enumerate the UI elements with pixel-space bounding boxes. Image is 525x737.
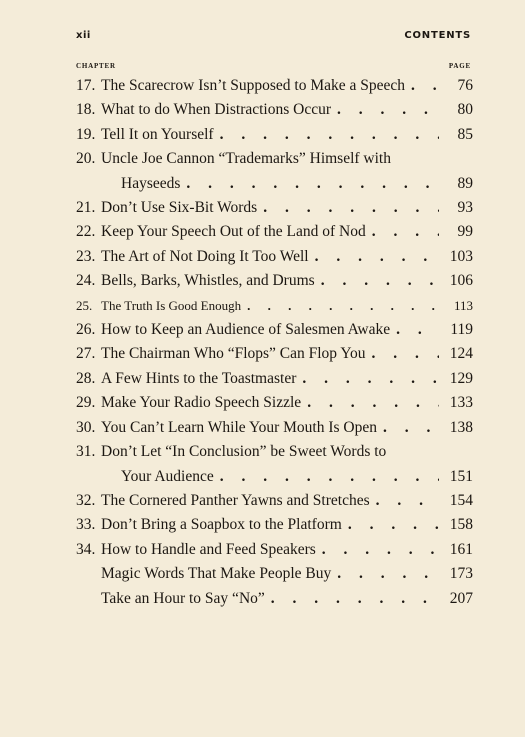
chapter-number: 18. xyxy=(76,101,96,119)
toc-entry-line xyxy=(76,538,473,562)
toc-entry-line xyxy=(76,245,473,269)
dot-leader xyxy=(214,123,439,147)
chapter-page-number: 76 xyxy=(457,77,473,94)
dot-leader xyxy=(315,269,439,293)
chapter-page-number: 113 xyxy=(453,297,473,313)
chapter-number: 27. xyxy=(76,345,96,363)
dot-leader xyxy=(257,196,439,220)
chapter-title: Magic Words That Make People Buy xyxy=(101,565,332,583)
toc-entry-line xyxy=(76,196,473,220)
chapter-title: A Few Hints to the Toastmaster xyxy=(101,369,297,387)
chapter-title: Don’t Bring a Soapbox to the Platform xyxy=(101,516,342,534)
chapter-page-number: 133 xyxy=(449,394,473,412)
chapter-page-number: 124 xyxy=(449,345,473,363)
table-of-contents xyxy=(76,74,473,611)
chapter-title: Bells, Barks, Whistles, and Drums xyxy=(101,272,315,290)
toc-entry-line xyxy=(76,342,473,366)
dot-leader xyxy=(366,220,439,244)
toc-entry xyxy=(76,98,473,122)
toc-entry-line xyxy=(76,172,473,196)
chapter-title-continuation: Hayseeds xyxy=(121,174,181,192)
chapter-number: 20. xyxy=(76,150,96,168)
toc-entry-line xyxy=(76,367,473,391)
dot-leader xyxy=(377,416,439,440)
toc-entry-line xyxy=(76,220,473,244)
chapter-number: 29. xyxy=(76,394,96,412)
chapter-title: Don’t Let “In Conclusion” be Sweet Words to xyxy=(101,443,387,461)
chapter-title: The Scarecrow Isn’t Supposed to Make a Speech xyxy=(101,77,406,94)
chapter-title: Take an Hour to Say “No” xyxy=(101,589,265,607)
chapter-page-number: 161 xyxy=(449,540,473,558)
chapter-title: Keep Your Speech Out of the Land of Nod xyxy=(101,223,366,241)
toc-entry-line xyxy=(76,587,473,611)
running-header xyxy=(76,30,471,41)
chapter-page-number: 173 xyxy=(449,565,473,583)
dot-leader xyxy=(366,342,440,366)
chapter-page-number: 129 xyxy=(449,369,473,387)
toc-entry xyxy=(76,147,473,196)
chapter-page-number: 103 xyxy=(449,247,473,265)
toc-entry-line xyxy=(76,98,473,122)
dot-leader xyxy=(331,562,439,586)
toc-entry xyxy=(76,123,473,147)
chapter-title: The Art of Not Doing It Too Well xyxy=(101,247,309,265)
toc-entry xyxy=(76,342,473,366)
dot-leader xyxy=(301,391,439,415)
chapter-page-number: 80 xyxy=(457,101,473,119)
chapter-page-number: 89 xyxy=(457,174,473,192)
chapter-page-number: 99 xyxy=(457,223,473,241)
dot-leader xyxy=(241,294,439,318)
chapter-column-heading: CHAPTER xyxy=(76,62,116,70)
toc-entry-line xyxy=(76,513,473,537)
chapter-title: The Truth Is Good Enough xyxy=(101,297,242,313)
chapter-number: 22. xyxy=(76,223,96,241)
toc-entry-line xyxy=(76,489,473,513)
chapter-number: 26. xyxy=(76,321,96,339)
page-number: xii xyxy=(76,30,91,41)
toc-entry-line xyxy=(76,123,473,147)
toc-entry xyxy=(76,391,473,415)
toc-entry-line xyxy=(76,74,473,98)
chapter-page-number: 158 xyxy=(449,516,473,534)
chapter-page-number: 93 xyxy=(457,199,473,217)
chapter-number: 33. xyxy=(76,516,96,534)
chapter-page-number: 207 xyxy=(449,589,473,607)
toc-entry xyxy=(76,245,473,269)
toc-entry xyxy=(76,269,473,293)
dot-leader xyxy=(331,98,439,122)
toc-entry-line xyxy=(76,440,473,464)
toc-entry-line xyxy=(76,465,473,489)
chapter-number: 25. xyxy=(76,297,93,313)
toc-entry xyxy=(76,196,473,220)
chapter-number: 32. xyxy=(76,491,96,509)
chapter-number: 19. xyxy=(76,125,96,143)
toc-entry xyxy=(76,294,473,318)
chapter-number: 21. xyxy=(76,199,96,217)
chapter-number: 30. xyxy=(76,418,96,436)
page-column-heading: PAGE xyxy=(448,62,471,70)
dot-leader xyxy=(316,538,439,562)
dot-leader xyxy=(180,172,439,196)
chapter-page-number: 151 xyxy=(449,467,473,485)
toc-entry-line xyxy=(76,391,473,415)
chapter-number: 23. xyxy=(76,247,96,265)
toc-entry-line xyxy=(76,318,473,342)
toc-entry xyxy=(76,587,473,611)
chapter-title: Make Your Radio Speech Sizzle xyxy=(101,394,302,412)
chapter-title: The Cornered Panther Yawns and Stretches xyxy=(101,491,370,509)
chapter-number: 34. xyxy=(76,540,96,558)
chapter-title: Uncle Joe Cannon “Trademarks” Himself with xyxy=(101,150,391,168)
chapter-number: 24. xyxy=(76,272,96,290)
toc-entry-line xyxy=(76,147,473,171)
dot-leader xyxy=(405,74,439,98)
toc-entry xyxy=(76,489,473,513)
page-title: CONTENTS xyxy=(404,30,471,41)
dot-leader xyxy=(309,245,439,269)
toc-entry xyxy=(76,416,473,440)
chapter-title: The Chairman Who “Flops” Can Flop You xyxy=(101,345,366,363)
toc-entry xyxy=(76,74,473,98)
dot-leader xyxy=(214,465,439,489)
toc-entry xyxy=(76,440,473,489)
chapter-title: How to Handle and Feed Speakers xyxy=(101,540,316,558)
toc-entry-line xyxy=(76,562,473,586)
dot-leader xyxy=(370,489,439,513)
toc-entry-line xyxy=(76,269,473,293)
toc-entry xyxy=(76,318,473,342)
chapter-page-number: 85 xyxy=(457,125,473,143)
chapter-title: You Can’t Learn While Your Mouth Is Open xyxy=(101,418,377,436)
chapter-number: 31. xyxy=(76,443,96,461)
chapter-title: How to Keep an Audience of Salesmen Awake xyxy=(101,321,391,339)
dot-leader xyxy=(342,513,439,537)
toc-entry xyxy=(76,513,473,537)
chapter-title: Tell It on Yourself xyxy=(101,125,214,143)
chapter-number: 28. xyxy=(76,369,96,387)
dot-leader xyxy=(390,318,439,342)
toc-entry-line xyxy=(76,294,473,318)
chapter-title: Don’t Use Six-Bit Words xyxy=(101,199,258,217)
chapter-title: What to do When Distractions Occur xyxy=(101,101,331,119)
toc-entry xyxy=(76,538,473,562)
dot-leader xyxy=(296,367,439,391)
chapter-page-number: 138 xyxy=(449,418,473,436)
toc-entry xyxy=(76,562,473,586)
toc-entry xyxy=(76,220,473,244)
chapter-page-number: 119 xyxy=(450,321,473,339)
toc-entry xyxy=(76,367,473,391)
chapter-number: 17. xyxy=(76,77,96,94)
column-headings xyxy=(76,62,471,70)
chapter-title-continuation: Your Audience xyxy=(121,467,214,485)
toc-entry-line xyxy=(76,416,473,440)
chapter-page-number: 106 xyxy=(449,272,473,290)
chapter-page-number: 154 xyxy=(449,491,473,509)
dot-leader xyxy=(265,587,439,611)
